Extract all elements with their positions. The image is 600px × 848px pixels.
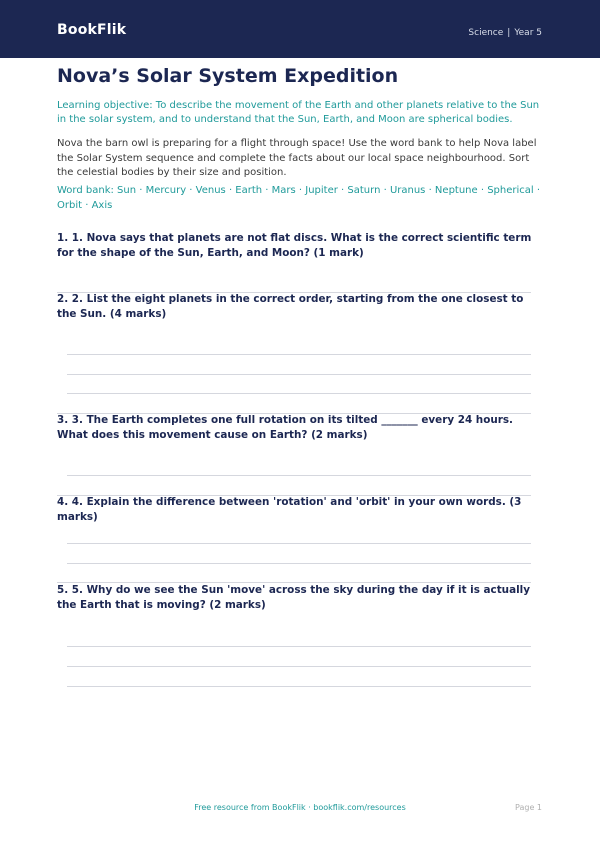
question-1: 1. 1. Nova says that planets are not flat discs. What is the correct scientific term for the shape of the Sun, Earth, and Moon? (1 mark) (57, 232, 532, 259)
answer-line[interactable] (67, 686, 531, 687)
worksheet-title: Nova’s Solar System Expedition (57, 65, 399, 87)
header-bar (0, 0, 600, 58)
intro-paragraph: Nova the barn owl is preparing for a flight through space! Use the word bank to help Nova label the Solar System sequence and complete the facts about our local space neighbourhood. Sort the celestial bodies by their size and position. (57, 138, 537, 178)
answer-line[interactable] (67, 354, 531, 355)
question-5: 5. 5. Why do we see the Sun 'move' across the sky during the day if it is actually the Earth that is moving? (2 marks) (57, 584, 530, 611)
question-3: 3. 3. The Earth completes one full rotation on its tilted _______ every 24 hours. What does this movement cause on Earth? (2 marks) (57, 414, 514, 441)
subject-year (468, 28, 542, 38)
answer-line[interactable] (67, 393, 531, 394)
learning-objective: Learning objective: To describe the movement of the Earth and other planets relative to the Sun in the solar system, and to understand that the Sun, Earth, and Moon are spherical bodies. (57, 100, 540, 125)
meta-separator: | (507, 28, 511, 38)
brand-logo: BookFlik (57, 22, 127, 38)
answer-line[interactable] (67, 543, 531, 544)
page-number: Page 1 (515, 803, 542, 812)
answer-line[interactable] (67, 666, 531, 667)
answer-line[interactable] (67, 374, 531, 375)
question-4: 4. 4. Explain the difference between 'rotation' and 'orbit' in your own words. (3 marks) (57, 496, 522, 523)
word-bank: Word bank: Sun · Mercury · Venus · Earth · Mars · Jupiter · Saturn · Uranus · Neptune · Spherical · Orbit · Axis (57, 185, 541, 211)
answer-line[interactable] (67, 475, 531, 476)
year-label: Year 5 (514, 28, 542, 38)
subject-label: Science (468, 28, 504, 38)
answer-line[interactable] (67, 646, 531, 647)
answer-line[interactable] (67, 563, 531, 564)
footer-credit: Free resource from BookFlik · bookflik.com/resources (194, 803, 406, 812)
question-2: 2. 2. List the eight planets in the correct order, starting from the one closest to the Sun. (4 marks) (57, 293, 524, 320)
